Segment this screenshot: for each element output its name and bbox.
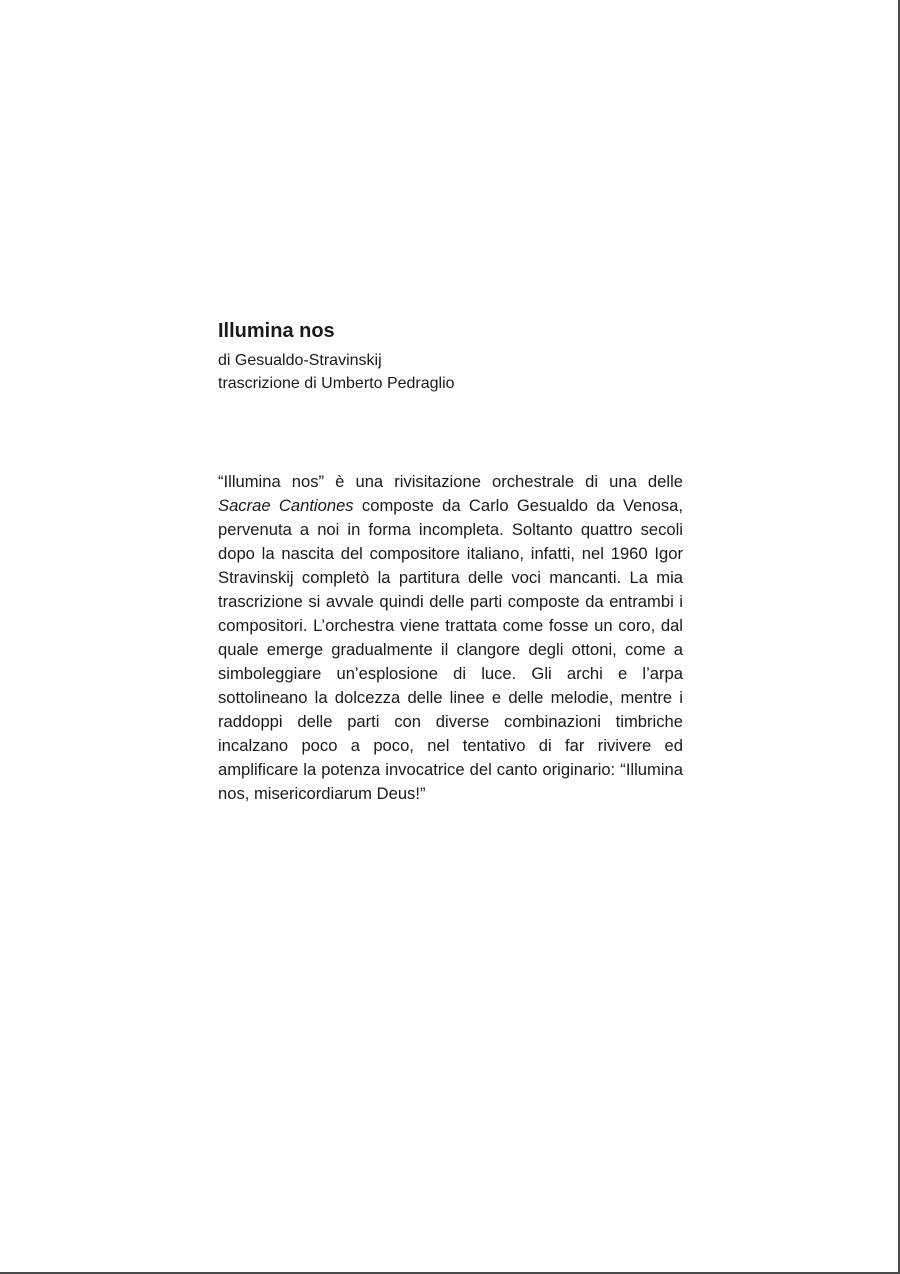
paragraph-text-rest: composte da Carlo Gesualdo da Venosa, pervenuta a noi in forma incompleta. Soltanto quattro secoli dopo la nascita del compositore italiano, infatti, nel 1960 Igor Stravinskij completò la partitura delle voci mancanti. La mia trascrizione si avvale quindi delle parti composte da entrambi i compositori. L’orchestra viene trattata come fosse un coro, dal quale emerge gradualmente il clangore degli ottoni, come a simboleggiare un’esplosione di luce. Gli archi e l’arpa sottolineano la dolcezza delle linee e delle melodie, mentre i raddoppi delle parti con diverse combinazioni timbriche incalzano poco a poco, nel tentativo di far rivivere ed amplificare la potenza invocatrice del canto originario: “Illumina nos, misericordiarum Deus!”	[218, 496, 683, 803]
paragraph-text-start: “Illumina nos” è una rivisitazione orchestrale di una delle	[218, 472, 683, 491]
author-line: di Gesualdo-Stravinskij	[218, 352, 382, 369]
document-header	[218, 318, 688, 395]
transcription-line: trascrizione di Umberto Pedraglio	[218, 375, 455, 392]
description-paragraph	[218, 470, 683, 806]
document-title: Illumina nos	[218, 320, 335, 342]
paragraph-italic-work-title: Sacrae Cantiones	[218, 496, 354, 515]
